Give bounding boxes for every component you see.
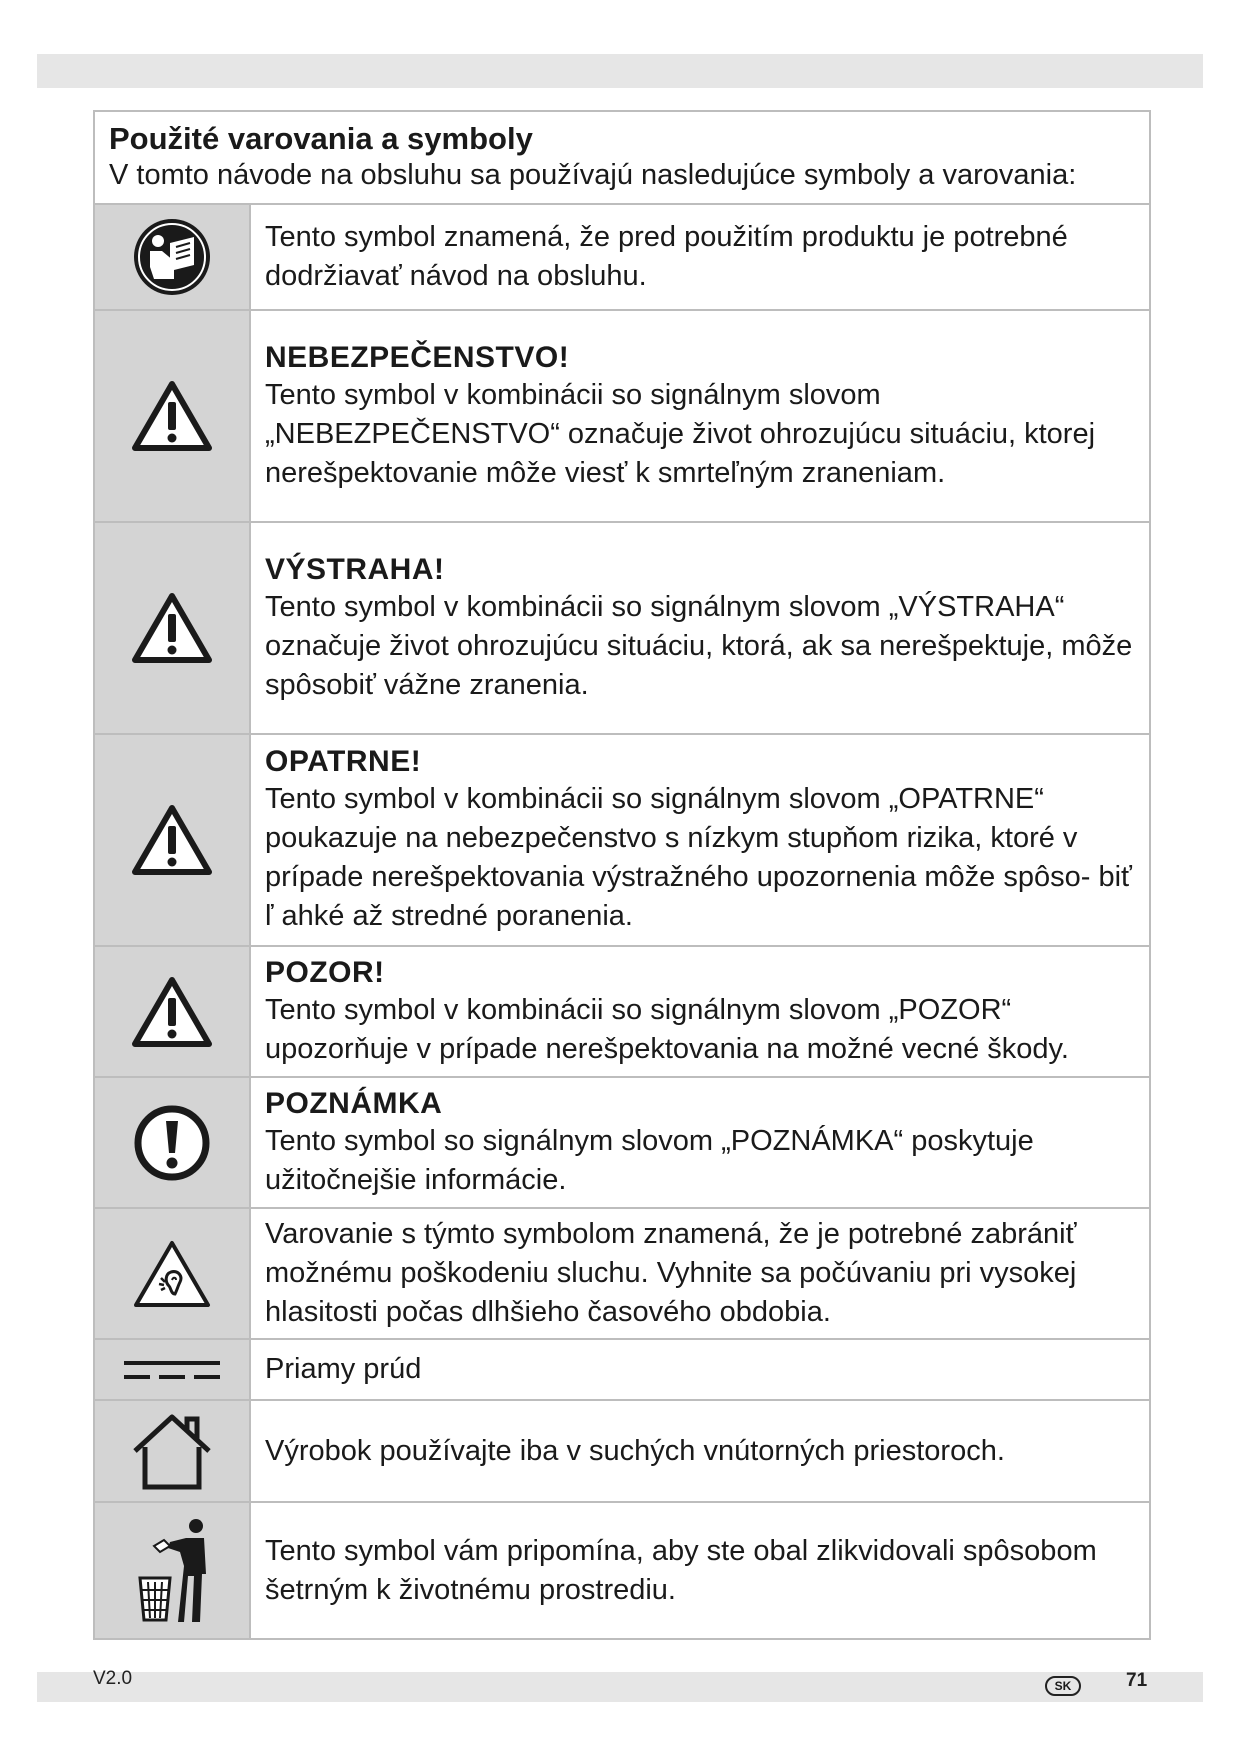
read-manual-icon [132,217,212,297]
version-label: V2.0 [93,1668,133,1689]
warning-triangle-icon [131,976,213,1048]
signal-word: POZNÁMKA [265,1086,443,1120]
table-row [95,523,1149,735]
text-cell [251,205,1149,309]
signal-word: VÝSTRAHA! [265,552,445,586]
text-cell [251,735,1149,945]
section-subtitle: V tomto návode na obsluhu sa používajú nasledujúce symboly a varovania: [109,159,1077,191]
direct-current-icon [122,1355,222,1385]
text-cell [251,947,1149,1076]
table-row [95,947,1149,1078]
row-description: Varovanie s týmto symbolom znamená, že je potrebné zabrániť možnému poškodeniu sluchu. Vyhnite sa počúvaniu pri vysokej hlasitosti počas dlhšieho časového obdobia. [265,1218,1077,1328]
indoor-house-icon [125,1411,219,1491]
icon-cell [95,735,251,945]
table-row [95,1401,1149,1503]
text-cell [251,311,1149,521]
warning-triangle-icon [131,592,213,664]
language-badge: SK [1045,1676,1081,1696]
row-description: Tento symbol v kombinácii so signálnym slovom „NEBEZPEČENSTVO“ označuje život ohrozujúcu situáciu, ktorej nerešpektovanie môže viesť k smrteľným zraneniam. [265,378,1096,489]
text-cell [251,1078,1149,1207]
warning-triangle-icon [131,380,213,452]
text-cell [251,1401,1149,1501]
tidyman-recycle-icon [124,1516,220,1626]
row-description: Tento symbol v kombinácii so signálnym slovom „POZOR“ upozorňuje v prípade nerešpektovania na možné vecné škody. [265,993,1069,1065]
signal-word: NEBEZPEČENSTVO! [265,340,570,374]
table-row [95,1503,1149,1638]
signal-word: OPATRNE! [265,745,422,778]
row-description: Priamy prúd [265,1353,422,1385]
row-description: Výrobok používajte iba v suchých vnútorných priestoroch. [265,1434,1005,1467]
page-number: 71 [1126,1670,1148,1691]
hearing-warning-icon [131,1238,213,1310]
table-row [95,1209,1149,1340]
row-description: Tento symbol vám pripomína, aby ste obal zlikvidovali spôsobom šetrným k životnému prostrediu. [265,1534,1097,1606]
warning-triangle-icon [131,804,213,876]
icon-cell [95,311,251,521]
section-title: Použité varovania a symboly [109,121,533,156]
table-row [95,1340,1149,1401]
table-row [95,311,1149,523]
table-row [95,1078,1149,1209]
icon-cell [95,1209,251,1338]
text-cell [251,1340,1149,1399]
row-description: Tento symbol znamená, že pred použitím produktu je potrebné dodržiavať návod na obsluhu. [265,221,1068,292]
row-description: Tento symbol v kombinácii so signálnym slovom „VÝSTRAHA“ označuje život ohrozujúcu situáciu, ktorá, ak sa nerešpektuje, môže spôsobiť vážne zranenia. [265,590,1133,701]
icon-cell [95,1078,251,1207]
row-description: Tento symbol so signálnym slovom „POZNÁMKA“ poskytuje užitočnejšie informácie. [265,1124,1034,1196]
text-cell [251,523,1149,733]
row-description: Tento symbol v kombinácii so signálnym slovom „OPATRNE“ poukazuje na nebezpečenstvo s nízkym stupňom rizika, ktoré v prípade nerešpektovania výstražného upozornenia môže spôso- biť ľ ahké až stredné poranenia. [265,783,1132,932]
signal-word: POZOR! [265,955,385,989]
table-row [95,205,1149,311]
table-header [95,112,1149,205]
symbols-table [93,110,1151,1640]
exclamation-circle-icon [132,1103,212,1183]
bottom-bar [37,1672,1203,1702]
icon-cell [95,205,251,309]
icon-cell [95,947,251,1076]
icon-cell [95,1503,251,1638]
top-bar [37,54,1203,88]
icon-cell [95,1401,251,1501]
text-cell [251,1209,1149,1338]
text-cell [251,1503,1149,1638]
icon-cell [95,1340,251,1399]
icon-cell [95,523,251,733]
table-row [95,735,1149,947]
